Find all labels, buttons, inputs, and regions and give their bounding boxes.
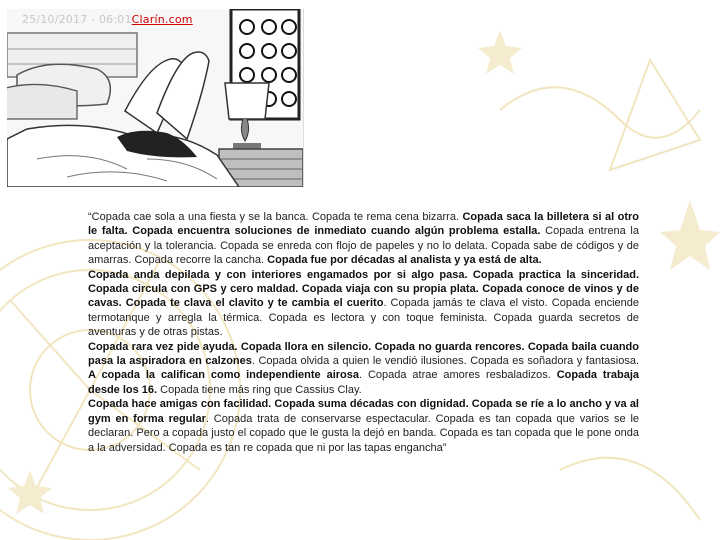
bold-text-run: Copada anda depilada y con interiores engamados por si algo pasa. Copada practica la sinceridad. Copada circula con GPS y cero maldad. Copada viaja con su propia plata. Copada conoce de vinos y de cavas. Copada te clava el clavito y te cambia el cuerito — [88, 268, 639, 310]
article-paragraph — [88, 340, 639, 398]
text-run: . Copada atrae amores resbaladizos. — [359, 369, 557, 382]
text-run: Copada tiene más ring que Cassius Clay. — [157, 383, 362, 396]
bold-text-run: Copada fue por décadas al analista y ya está de alta. — [267, 254, 542, 267]
bold-text-run: Copada hace amigas con facilidad. Copada suma décadas con dignidad. Copada se ríe a lo ancho y va al gym en forma regular — [88, 398, 639, 425]
article-body — [88, 210, 639, 455]
bold-text-run: Copada trabaja desde los 16. — [88, 369, 640, 396]
article-illustration — [7, 9, 304, 187]
date-time: 25/10/2017 - 06:01 — [22, 13, 132, 26]
timestamp-caption — [22, 13, 193, 26]
bold-text-run: A copada la califican como independiente airosa — [88, 369, 359, 382]
text-run: . Copada trata de conservarse espectacular. Copada es tan copada que varios se le declaran. Pero a copada justo el copado que le gusta la dejó en banda. Copada es tan copada que le pone onda a la adversidad. Copada es tan re copada que ni por las tapas engancha” — [88, 412, 640, 454]
bold-text-run: Copada saca la billetera si al otro le falta. Copada encuentra soluciones de inmediato cuando algún problema estalla. — [88, 211, 639, 238]
text-run: “Copada cae sola a una fiesta y se la banca. Copada te rema cena bizarra. — [88, 211, 463, 223]
text-run: . Copada olvida a quien le vendió ilusiones. Copada es soñadora y fantasiosa. — [251, 355, 639, 368]
text-run: . Copada jamás te clava el visto. Copada enciende termotanque y arregla la térmica. Copada es lectora y con toque feminista. Copada guarda secretos de aventuras y de otras pistas. — [88, 297, 640, 339]
site-link[interactable]: Clarín.com — [131, 13, 193, 26]
article-paragraph — [88, 210, 639, 268]
bedroom-illustration-icon — [7, 9, 303, 187]
bold-text-run: Copada rara vez pide ayuda. Copada llora en silencio. Copada no guarda rencores. Copada baila cuando pasa la aspiradora en calzones — [88, 340, 639, 368]
article-paragraph — [88, 268, 639, 340]
article-paragraph — [88, 397, 639, 455]
text-run: Copada entrena la aceptación y la tolerancia. Copada se enreda con flojo de papeles y no lo delata. Copada sabe de códigos y de amarras. Copada recorre la cancha. — [88, 225, 639, 267]
